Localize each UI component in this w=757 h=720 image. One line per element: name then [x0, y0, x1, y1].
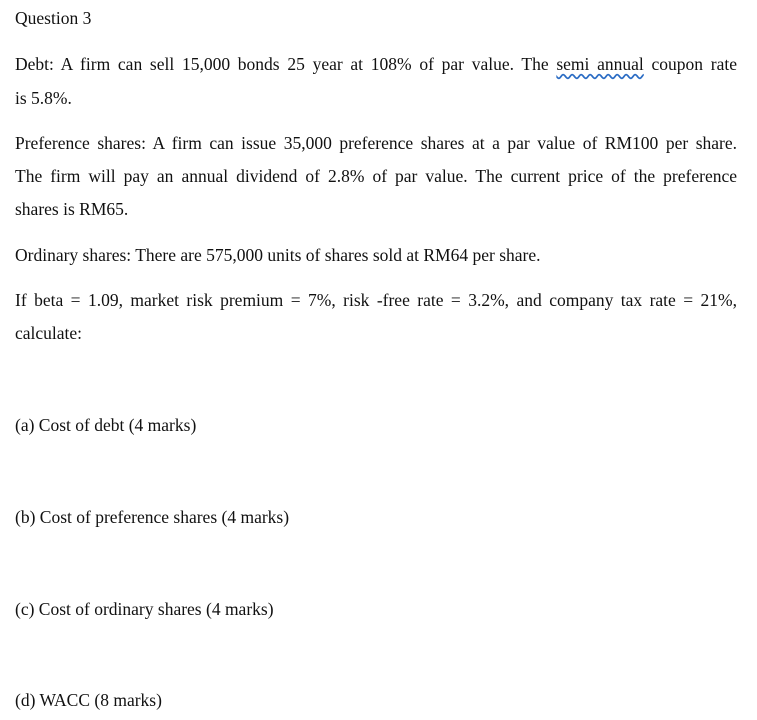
spellcheck-underlined-text[interactable]: semi annual	[556, 54, 644, 74]
preference-paragraph-line-1: Preference shares: A firm can issue 35,000 preference shares at a par value of RM100 per share.	[15, 133, 737, 153]
part-a: (a) Cost of debt (4 marks)	[15, 415, 197, 435]
question-title: Question 3	[15, 8, 92, 28]
part-c: (c) Cost of ordinary shares (4 marks)	[15, 599, 274, 619]
part-b: (b) Cost of preference shares (4 marks)	[15, 507, 290, 527]
debt-text-start: Debt: A firm can sell 15,000 bonds 25 year at 108% of par value. The	[15, 54, 549, 74]
preference-paragraph-line-3: shares is RM65.	[15, 199, 129, 219]
debt-paragraph-line-1	[15, 53, 737, 75]
preference-paragraph-line-2: The firm will pay an annual dividend of 2.8% of par value. The current price of the preference	[15, 166, 737, 186]
ordinary-paragraph: Ordinary shares: There are 575,000 units of shares sold at RM64 per share.	[15, 245, 541, 265]
debt-text-end: coupon rate	[651, 54, 738, 74]
given-paragraph-line-2: calculate:	[15, 323, 83, 343]
debt-paragraph-line-2: is 5.8%.	[15, 88, 72, 108]
part-d: (d) WACC (8 marks)	[15, 690, 162, 710]
given-paragraph-line-1: If beta = 1.09, market risk premium = 7%, risk -free rate = 3.2%, and company tax rate = 21%,	[15, 290, 737, 310]
